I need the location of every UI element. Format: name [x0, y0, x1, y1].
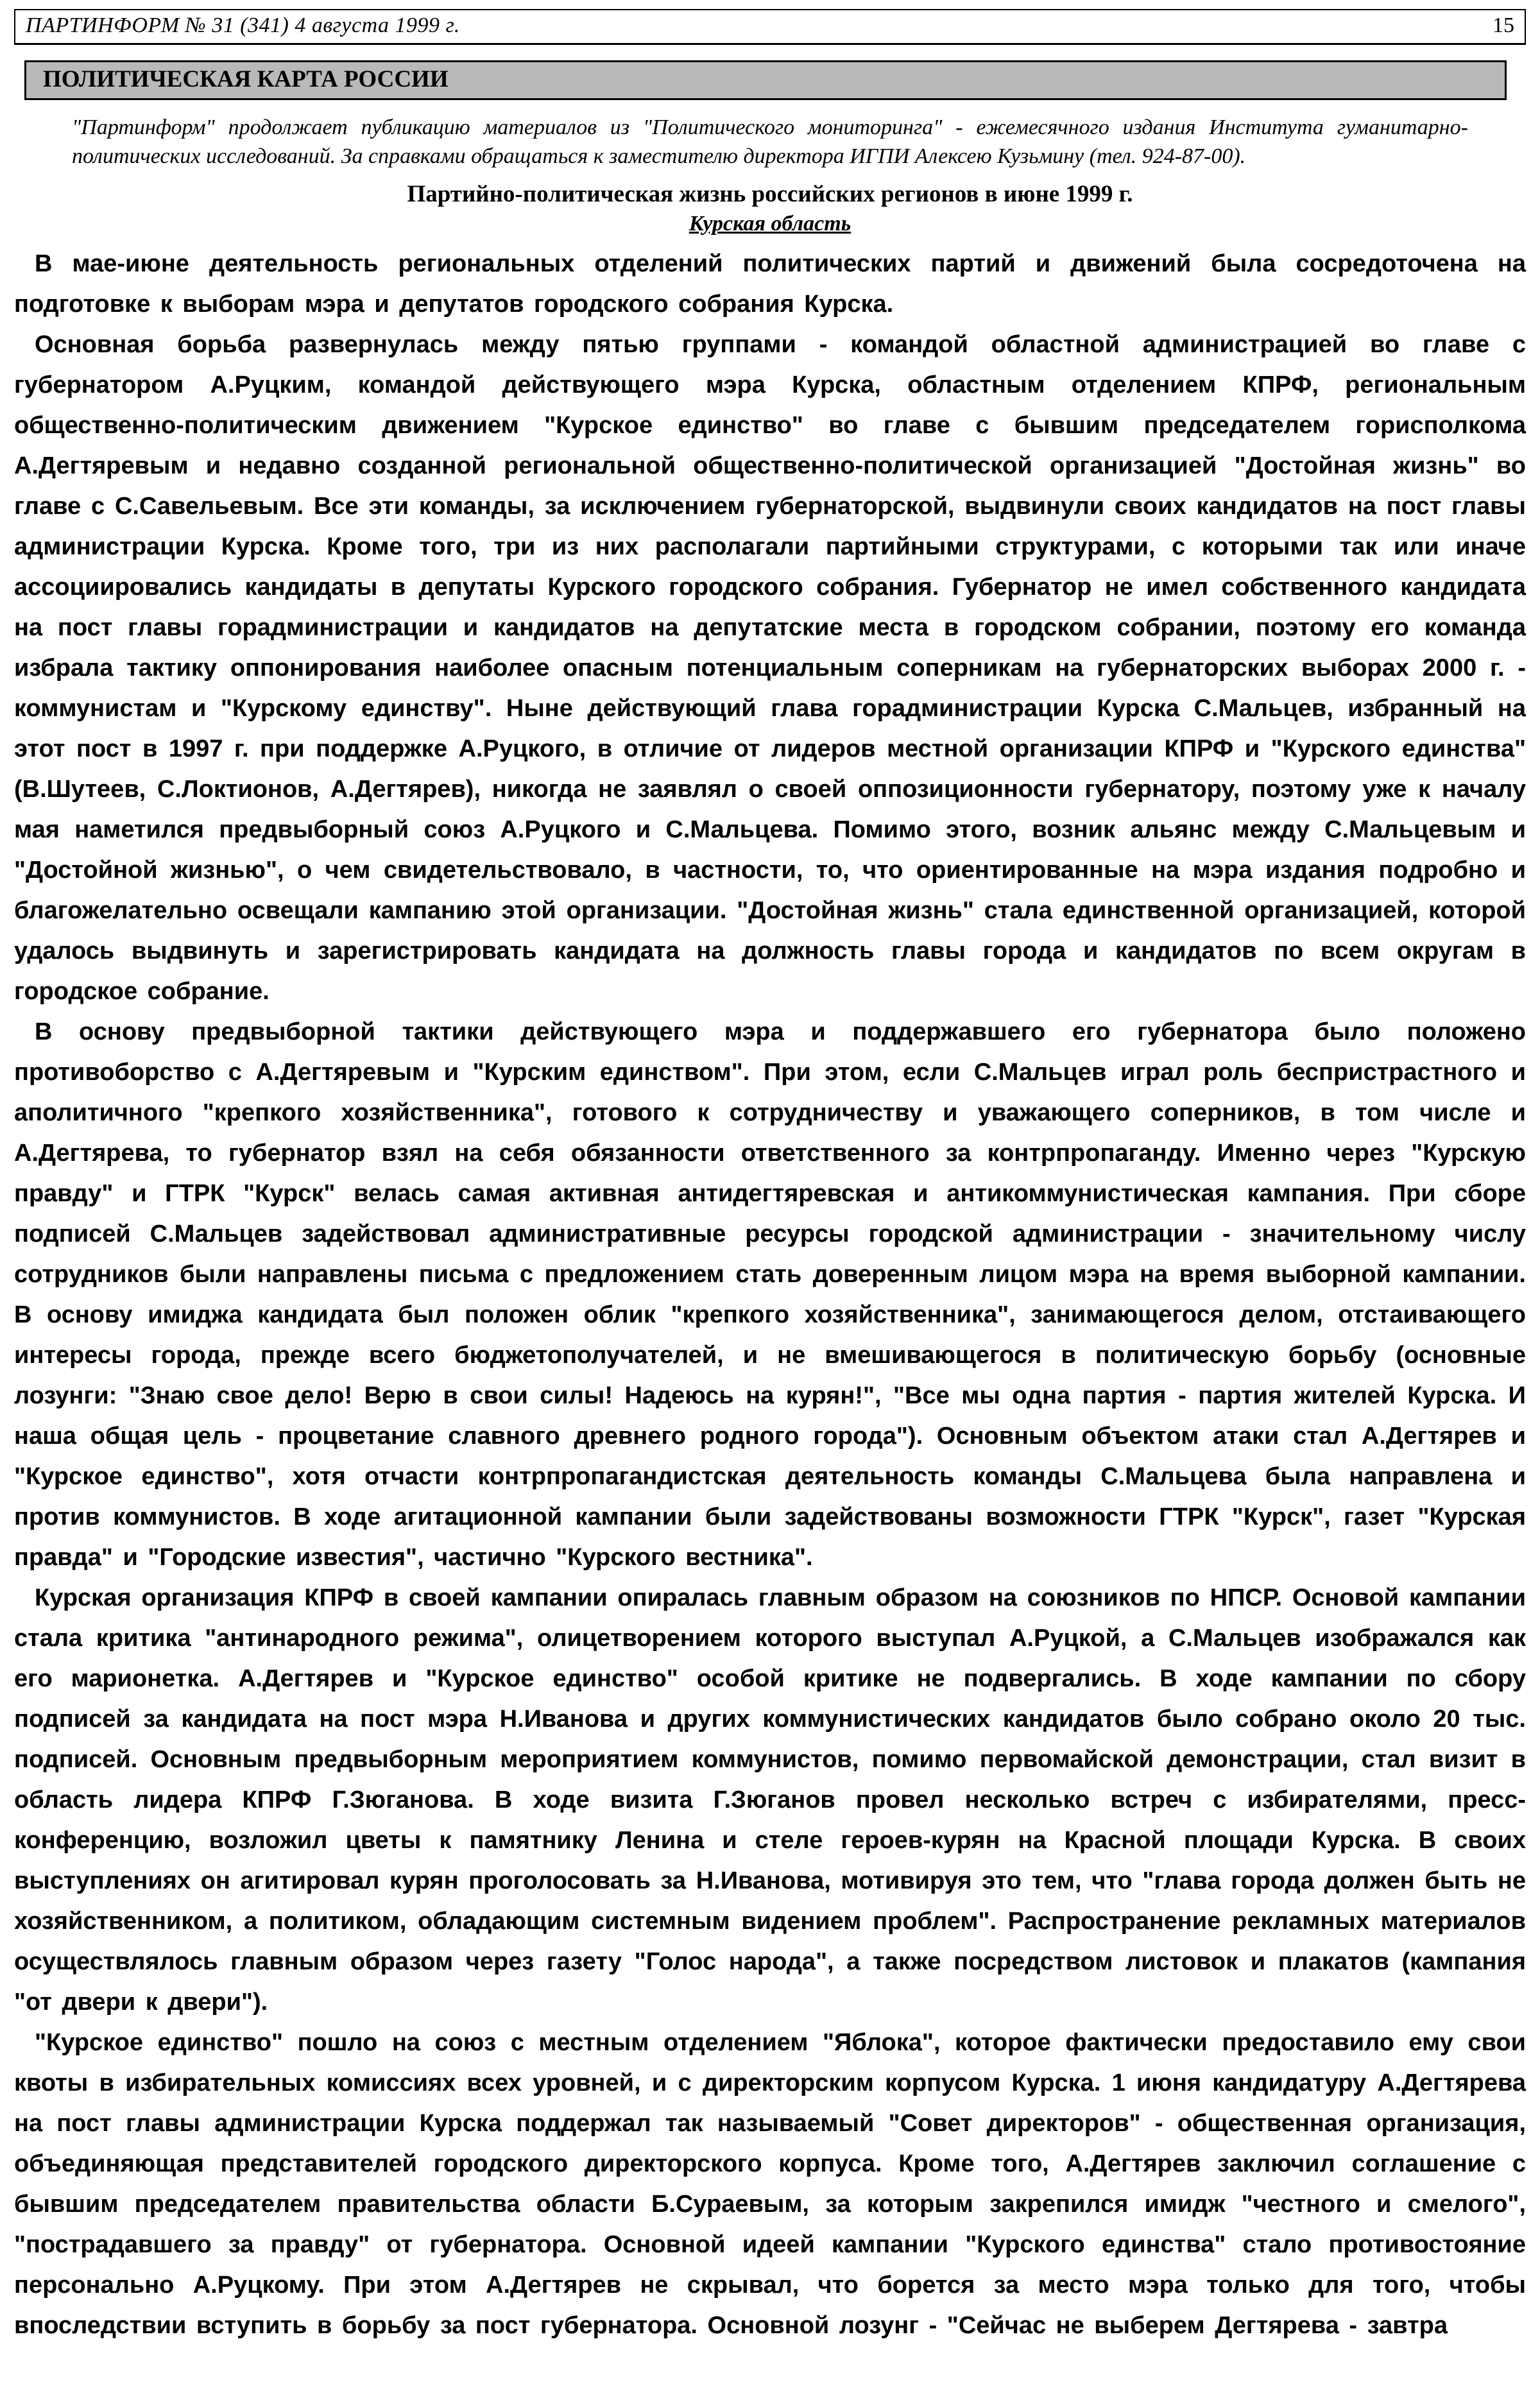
region-heading-text: Курская область — [689, 212, 851, 236]
newsletter-masthead: ПАРТИНФОРМ № 31 (341) 4 августа 1999 г. — [26, 13, 460, 37]
article-paragraph: В мае-июне деятельность региональных отделений политических партий и движений была сосредоточена на подготовке к выборам мэра и депутатов городского собрания Курска. — [14, 250, 1526, 318]
page-header — [14, 9, 1526, 45]
article-paragraph: Курская организация КПРФ в своей кампании опиралась главным образом на союзников по НПСР. Основой кампании стала критика "антинародного режима", олицетворением которого выступал А.Руцкой, а С.Мальцев изображался как его марионетка. А.Дегтярев и "Курское единство" особой критике не подвергались. В ходе кампании по сбору подписей за кандидата на пост мэра Н.Иванова и других коммунистических кандидатов было собрано около 20 тыс. подписей. Основным предвыборным мероприятием коммунистов, помимо первомайской демонстрации, стал визит в область лидера КПРФ Г.Зюганова. В ходе визита Г.Зюганов провел несколько встреч с избирателями, пресс-конференцию, возложил цветы к памятнику Ленина и стеле героев-курян на Красной площади Курска. В своих выступлениях он агитировал курян проголосовать за Н.Иванова, мотивируя это тем, что "глава города должен быть не хозяйственником, а политиком, обладающим системным видением проблем". Распространение рекламных материалов осуществлялось главным образом через газету "Голос народа", а также посредством листовок и плакатов (кампания "от двери к двери"). — [14, 1584, 1526, 2016]
region-heading — [14, 210, 1526, 237]
article-paragraph: В основу предвыборной тактики действующего мэра и поддержавшего его губернатора было положено противоборство с А.Дегтяревым и "Курским единством". При этом, если С.Мальцев играл роль беспристрастного и аполитичного "крепкого хозяйственника", готового к сотрудничеству и уважающего соперников, в том числе и А.Дегтярева, то губернатор взял на себя обязанности ответственного за контрпропаганду. Именно через "Курскую правду" и ГТРК "Курск" велась самая активная антидегтяревская и антикоммунистическая кампания. При сборе подписей С.Мальцев задействовал административные ресурсы городской администрации - значительному числу сотрудников были направлены письма с предложением стать доверенным лицом мэра на время выборной кампании. В основу имиджа кандидата был положен облик "крепкого хозяйственника", занимающегося делом, отстаивающего интересы города, прежде всего бюджетополучателей, и не вмешивающегося в политическую борьбу (основные лозунги: "Знаю свое дело! Верю в свои силы! Надеюсь на курян!", "Все мы одна партия - партия жителей Курска. И наша общая цель - процветание славного древнего родного города"). Основным объектом атаки стал А.Дегтярев и "Курское единство", хотя отчасти контрпропагандистская деятельность команды С.Мальцева была направлена и против коммунистов. В ходе агитационной кампании были задействованы возможности ГТРК "Курск", газет "Курская правда" и "Городские известия", частично "Курского вестника". — [14, 1018, 1526, 1571]
section-title: ПОЛИТИЧЕСКАЯ КАРТА РОССИИ — [43, 66, 449, 92]
article-paragraph: "Курское единство" пошло на союз с местным отделением "Яблока", которое фактически предоставило ему свои квоты в избирательных комиссиях всех уровней, и с директорским корпусом Курска. 1 июня кандидатуру А.Дегтярева на пост главы администрации Курска поддержал так называемый "Совет директоров" - общественная организация, объединяющая представителей городского директорского корпуса. Кроме того, А.Дегтярев заключил соглашение с бывшим председателем правительства области Б.Сураевым, за которым закрепился имидж "честного и смелого", "пострадавшего за правду" от губернатора. Основной идеей кампании "Курского единства" стало противостояние персонально А.Руцкому. При этом А.Дегтярев не скрывал, что борется за место мэра только для того, чтобы впоследствии вступить в борьбу за пост губернатора. Основной лозунг - "Сейчас не выберем Дегтярева - завтра — [14, 2029, 1526, 2339]
section-title-bar — [24, 60, 1507, 100]
article-paragraph: Основная борьба развернулась между пятью группами - командой областной администрацией во главе с губернатором А.Руцким, командой действующего мэра Курска, областным отделением КПРФ, региональным общественно-политическим движением "Курское единство" во главе с бывшим председателем горисполкома А.Дегтяревым и недавно созданной региональной общественно-политической организацией "Достойная жизнь" во главе с С.Савельевым. Все эти команды, за исключением губернаторской, выдвинули своих кандидатов на пост главы администрации Курска. Кроме того, три из них располагали партийными структурами, с которыми так или иначе ассоциировались кандидаты в депутаты Курского городского собрания. Губернатор не имел собственного кандидата на пост главы горадминистрации и кандидатов на депутатские места в городском собрании, поэтому его команда избрала тактику оппонирования наиболее опасным потенциальным соперникам на губернаторских выборах 2000 г. - коммунистам и "Курскому единству". Ныне действующий глава горадминистрации Курска С.Мальцев, избранный на этот пост в 1997 г. при поддержке А.Руцкого, в отличие от лидеров местной организации КПРФ и "Курского единства" (В.Шутеев, С.Локтионов, А.Дегтярев), никогда не заявлял о своей оппозиционности губернатору, поэтому уже к началу мая наметился предвыборный союз А.Руцкого и С.Мальцева. Помимо этого, возник альянс между С.Мальцевым и "Достойной жизнью", о чем свидетельствовало, в частности, то, что ориентированные на мэра издания подробно и благожелательно освещали кампанию этой организации. "Достойная жизнь" стала единственной организацией, которой удалось выдвинуть и зарегистрировать кандидата на должность главы города и кандидатов по всем округам в городское собрание. — [14, 331, 1526, 1005]
intro-paragraph: "Партинформ" продолжает публикацию материалов из "Политического мониторинга" - ежемесячного издания Института гуманитарно-политических исследований. За справками обращаться к заместителю директора ИГПИ Алексею Кузьмину (тел. 924-87-00). — [72, 116, 1468, 168]
page-number: 15 — [1493, 13, 1514, 37]
article-body — [14, 244, 1526, 2346]
article-title: Партийно-политическая жизнь российских регионов в июне 1999 г. — [407, 181, 1133, 207]
